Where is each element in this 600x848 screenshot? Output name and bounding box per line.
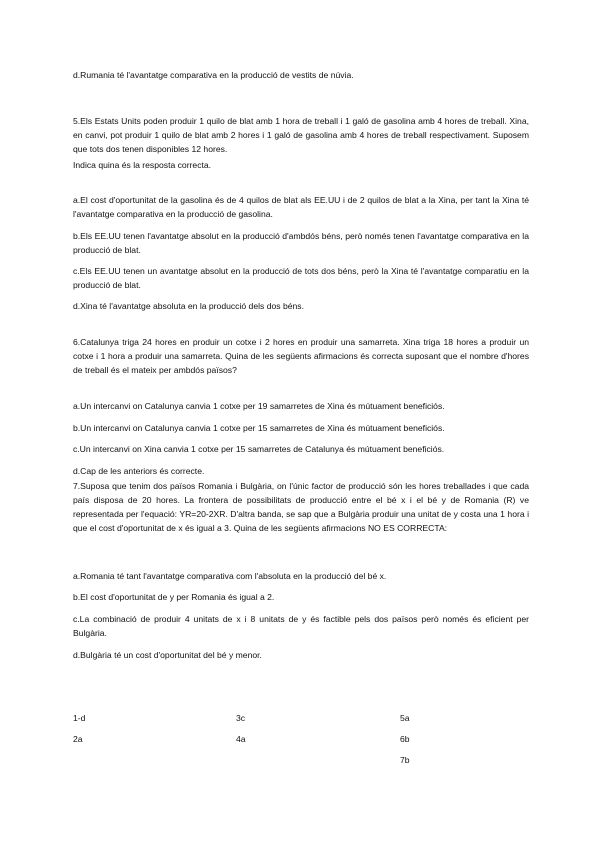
q7-option-c: c.La combinació de produir 4 unitats de x i 8 unitats de y és factible pels dos països però només és eficient per Bulgària. (73, 614, 529, 638)
q5-option-c: c.Els EE.UU tenen un avantatge absolut en la producció de tots dos béns, però la Xina té l'avantatge comparatiu en la producció de blat. (73, 266, 529, 290)
q5-option-a: a.El cost d'oportunitat de la gasolina és de 4 quilos de blat als EE.UU i de 2 quilos de blat a la Xina, per tant la Xina té l'avantatge comparativa en la producció de gasolina. (73, 195, 529, 219)
answer-2: 2a (73, 734, 83, 744)
q7-option-a: a.Romania té tant l'avantatge comparativa com l'absoluta en la producció del bé x. (73, 571, 387, 581)
q6-option-c: c.Un intercanvi on Xina canvia 1 cotxe per 15 samarretes de Catalunya és mútuament beneficiós. (73, 444, 445, 454)
q6-option-d: d.Cap de les anteriors és correcte. (73, 466, 205, 476)
q5-option-d: d.Xina té l'avantatge absoluta en la producció dels dos béns. (73, 301, 304, 311)
answer-1: 1-d (73, 713, 86, 723)
q4-option-d: d.Rumania té l'avantatge comparativa en la producció de vestits de núvia. (73, 70, 354, 80)
answer-4: 4a (236, 734, 246, 744)
answer-5: 5a (400, 713, 410, 723)
answer-7: 7b (400, 755, 410, 765)
q6-option-a: a.Un intercanvi on Catalunya canvia 1 cotxe per 19 samarretes de Xina és mútuament beneficiós. (73, 401, 445, 411)
q7-option-d: d.Bulgària té un cost d'oportunitat del bé y menor. (73, 650, 262, 660)
q7-statement: 7.Suposa que tenim dos països Romania i Bulgària, on l'únic factor de producció són les hores treballades i que cada país disposa de 20 hores. La frontera de possibilitats de producció entre el bé x i el bé y de Romania (R) ve representada per l'equació: YR=20-2XR. D'altra banda, se sap que a Bulgària produir una unitat de y costa una 1 hora i que el cost d'oportunitat de x és igual a 3. Quina de les següents afirmacions NO ES CORRECTA: (73, 481, 529, 533)
q6-statement: 6.Catalunya triga 24 hores en produir un cotxe i 2 hores en produir una samarreta. Xina triga 18 hores a produir un cotxe i 1 hora a produir una samarreta. Quina de les següents afirmacions és correcta suposant que el nombre d'hores de treball és el mateix per ambdós països? (73, 337, 529, 375)
q6-option-b: b.Un intercanvi on Catalunya canvia 1 cotxe per 15 samarretes de Xina és mútuament beneficiós. (73, 423, 445, 433)
answer-6: 6b (400, 734, 410, 744)
q5-option-b: b.Els EE.UU tenen l'avantatge absolut en la producció d'ambdós béns, però només tenen l'avantatge comparativa en la producció de blat. (73, 231, 529, 255)
answer-3: 3c (236, 713, 246, 723)
q5-prompt: Indica quina és la resposta correcta. (73, 160, 212, 170)
q5-statement: 5.Els Estats Units poden produir 1 quilo de blat amb 1 hora de treball i 1 galó de gasolina amb 4 hores de treball. Xina, en canvi, pot produir 1 quilo de blat amb 2 hores i 1 galó de gasolina amb 4 hores de treball respectivament. Suposem que tots dos tenen disponibles 12 hores. (73, 116, 529, 154)
q7-option-b: b.El cost d'oportunitat de y per Romania és igual a 2. (73, 592, 275, 602)
